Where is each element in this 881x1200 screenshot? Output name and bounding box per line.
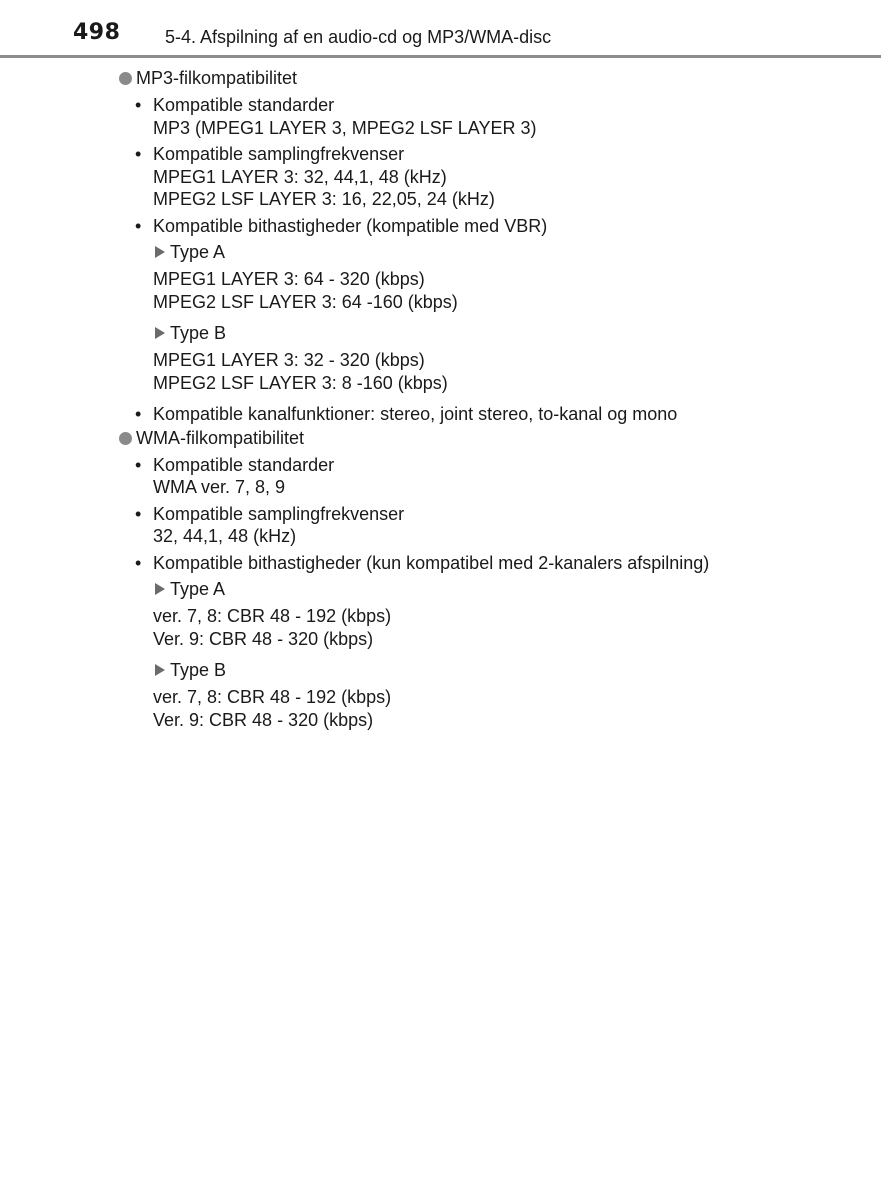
bullet-icon: •	[135, 144, 142, 164]
wma-bitrates-label: Kompatible bithastigheder (kun kompatibel med 2-kanalers afspilning)	[153, 552, 710, 573]
wma-bitrates-item	[0, 552, 881, 575]
mp3-bitrates-item	[0, 215, 881, 238]
wma-type-b-value-2: Ver. 9: CBR 48 - 320 (kbps)	[153, 709, 374, 730]
page-number: 498	[73, 20, 121, 45]
triangle-right-icon	[155, 664, 165, 676]
mp3-sampling-item	[0, 143, 881, 211]
mp3-type-b-value-1: MPEG1 LAYER 3: 32 - 320 (kbps)	[153, 350, 425, 370]
wma-heading-text: WMA-filkompatibilitet	[136, 427, 305, 448]
bullet-icon: •	[135, 95, 142, 115]
mp3-type-a-heading	[0, 240, 881, 264]
mp3-standards-label: Kompatible standarder	[153, 95, 335, 115]
mp3-bitrates-label: Kompatible bithastigheder (kompatible med VBR)	[153, 215, 548, 236]
triangle-right-icon	[155, 327, 165, 339]
mp3-channels-label: Kompatible kanalfunktioner: stereo, joint stereo, to-kanal og mono	[153, 404, 678, 424]
wma-sampling-item	[0, 503, 881, 548]
mp3-heading-text: MP3-filkompatibilitet	[136, 68, 298, 88]
wma-type-a-value-1: ver. 7, 8: CBR 48 - 192 (kbps)	[153, 606, 392, 626]
page-content	[0, 66, 881, 731]
wma-standards-value: WMA ver. 7, 8, 9	[153, 477, 286, 497]
wma-sampling-value: 32, 44,1, 48 (kHz)	[153, 526, 297, 546]
triangle-right-icon	[155, 583, 165, 595]
wma-standards-item	[0, 454, 881, 499]
page-header	[0, 0, 881, 60]
mp3-channels-item	[0, 403, 881, 426]
mp3-type-a-label: Type A	[170, 242, 226, 262]
bullet-icon: •	[135, 503, 142, 524]
mp3-sampling-label: Kompatible samplingfrekvenser	[153, 144, 405, 164]
mp3-sampling-value-1: MPEG1 LAYER 3: 32, 44,1, 48 (kHz)	[153, 166, 447, 187]
mp3-type-b-value-2: MPEG2 LSF LAYER 3: 8 -160 (kbps)	[153, 372, 448, 393]
wma-type-b-values	[0, 686, 881, 731]
wma-standards-label: Kompatible standarder	[153, 454, 335, 475]
mp3-type-b-label: Type B	[170, 323, 227, 343]
mp3-type-a-values	[0, 268, 881, 313]
wma-type-a-heading	[0, 577, 881, 601]
bullet-icon: •	[135, 404, 142, 424]
wma-type-b-label: Type B	[170, 660, 227, 680]
bullet-icon: •	[135, 215, 142, 236]
circle-bullet-icon	[119, 432, 132, 445]
circle-bullet-icon	[119, 72, 132, 85]
section-title: 5-4. Afspilning af en audio-cd og MP3/WMA-disc	[165, 27, 552, 47]
wma-section-heading	[0, 426, 881, 450]
bullet-icon: •	[135, 454, 142, 475]
wma-type-a-values	[0, 605, 881, 650]
header-divider	[0, 55, 881, 58]
triangle-right-icon	[155, 246, 165, 258]
mp3-type-b-heading	[0, 321, 881, 345]
wma-type-a-value-2: Ver. 9: CBR 48 - 320 (kbps)	[153, 628, 374, 649]
mp3-standards-item	[0, 94, 881, 139]
wma-type-b-value-1: ver. 7, 8: CBR 48 - 192 (kbps)	[153, 687, 392, 707]
mp3-type-a-value-2: MPEG2 LSF LAYER 3: 64 -160 (kbps)	[153, 291, 458, 312]
mp3-sampling-value-2: MPEG2 LSF LAYER 3: 16, 22,05, 24 (kHz)	[153, 189, 495, 209]
wma-sampling-label: Kompatible samplingfrekvenser	[153, 503, 405, 524]
wma-type-b-heading	[0, 658, 881, 682]
mp3-section-heading	[0, 66, 881, 90]
mp3-standards-value: MP3 (MPEG1 LAYER 3, MPEG2 LSF LAYER 3)	[153, 117, 537, 138]
wma-type-a-label: Type A	[170, 579, 226, 599]
bullet-icon: •	[135, 552, 142, 573]
mp3-type-a-value-1: MPEG1 LAYER 3: 64 - 320 (kbps)	[153, 269, 425, 289]
mp3-type-b-values	[0, 349, 881, 394]
